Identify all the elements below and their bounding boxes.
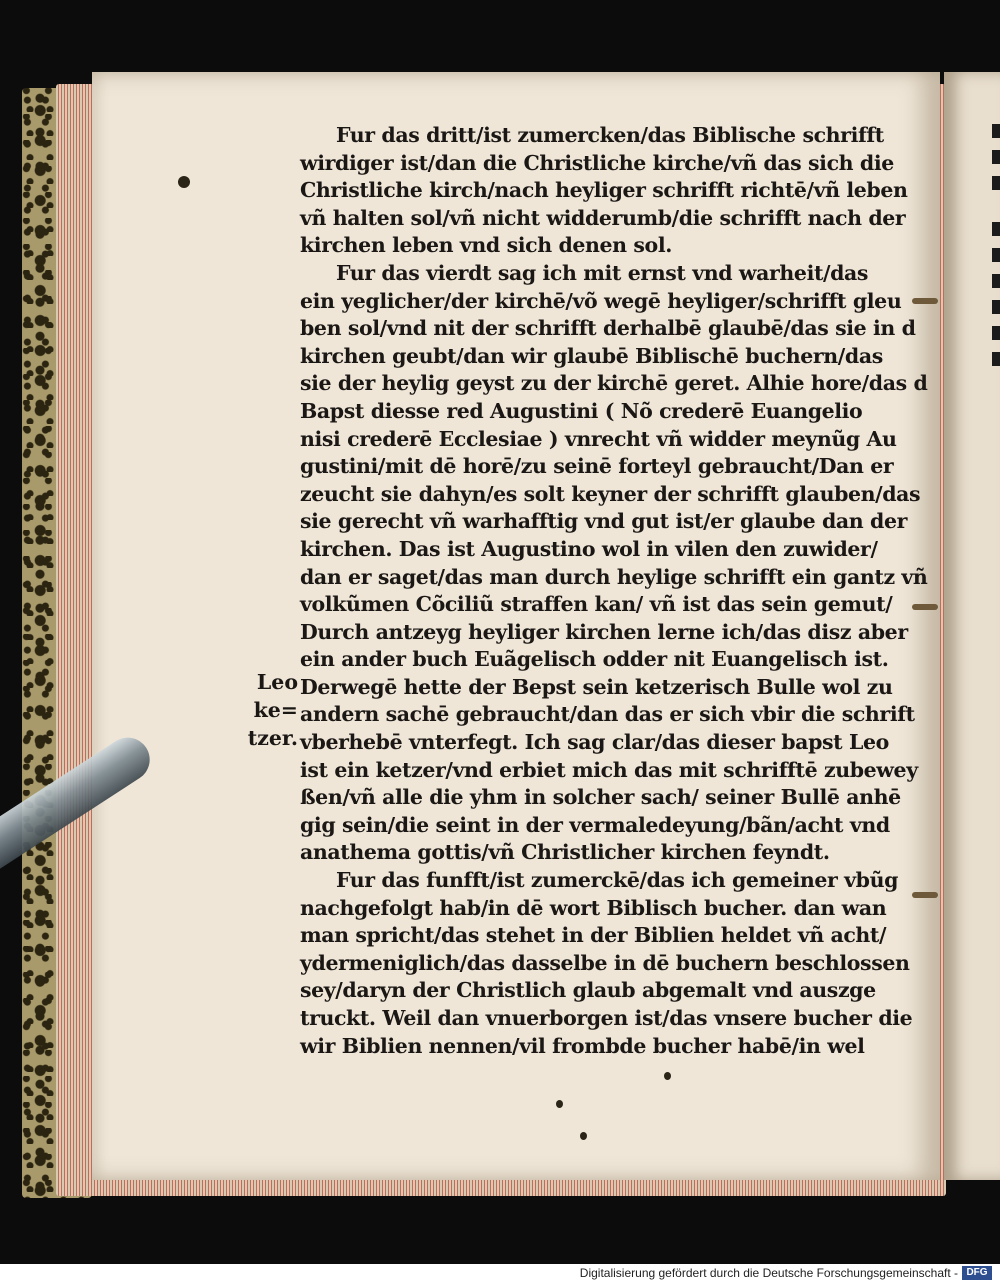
text-line: wir Biblien nennen/vil frombde bucher habē/in wel: [300, 1033, 865, 1058]
text-line: kirchen leben vnd sich denen sol.: [300, 233, 672, 258]
facing-page-letter: [992, 352, 1000, 366]
marginal-note: [208, 668, 298, 752]
facing-page-letter: [992, 124, 1000, 138]
text-line: Christliche kirch/nach heyliger schrifft richtē/vñ leben: [300, 178, 908, 203]
text-line: Bapst diesse red Augustini ( Nõ crederē Euangelio: [300, 398, 863, 423]
text-line: ben sol/vnd nit der schrifft derhalbē glaubē/das sie in d: [300, 316, 916, 341]
binding-thread: [912, 892, 938, 898]
facing-page-letter: [992, 300, 1000, 314]
facing-page: [944, 72, 1000, 1180]
facing-page-letter: [992, 274, 1000, 288]
text-line: sey/daryn der Christlich glaub abgemalt vnd auszge: [300, 978, 876, 1003]
facing-page-letter: [992, 248, 1000, 262]
text-line: gustini/mit dē horē/zu seinē forteyl gebraucht/Dan er: [300, 454, 894, 479]
text-line: Durch antzeyg heyliger kirchen lerne ich/das disz aber: [300, 619, 908, 644]
text-line: ein yeglicher/der kirchē/võ wegē heyliger/schrifft gleu: [300, 288, 902, 313]
dfg-logo: DFG: [962, 1266, 992, 1280]
worm-hole: [580, 1132, 587, 1140]
text-line: volkũmen Cõciliũ straffen kan/ vñ ist das sein gemut/: [300, 592, 893, 617]
text-line: gig sein/die seint in der vermaledeyung/bãn/acht vnd: [300, 812, 890, 837]
text-line: Fur das dritt/ist zumercken/das Biblische schrifft: [336, 123, 884, 147]
text-line: dan er saget/das man durch heylige schrifft ein gantz vñ: [300, 564, 928, 589]
text-line: sie gerecht vñ warhafftig vnd gut ist/er glaube dan der: [300, 509, 908, 534]
worm-hole: [664, 1072, 671, 1080]
footer-credit: Digitalisierung gefördert durch die Deutsche Forschungsgemeinschaft -: [579, 1266, 958, 1280]
text-line: truckt. Weil dan vnuerborgen ist/das vnsere bucher die: [300, 1006, 913, 1030]
main-text: [300, 122, 928, 1060]
text-line: ein ander buch Euãgelisch odder nit Euangelisch ist.: [300, 647, 889, 672]
text-line: Fur das funfft/ist zumerckē/das ich gemeiner vbũg: [336, 868, 899, 893]
text-line: nachgefolgt hab/in dē wort Biblisch bucher. dan wan: [300, 895, 887, 920]
text-line: anathema gottis/vñ Christlicher kirchen feyndt.: [300, 840, 830, 865]
worm-hole: [556, 1100, 563, 1108]
text-line: Fur das vierdt sag ich mit ernst vnd warheit/das: [336, 260, 869, 285]
facing-page-letter: [992, 326, 1000, 340]
text-line: man spricht/das stehet in der Biblien heldet vñ acht/: [300, 923, 887, 948]
text-line: ßen/vñ alle die yhm in solcher sach/ seiner Bullē anhē: [300, 785, 901, 810]
text-line: nisi crederē Ecclesiae ) vnrecht vñ widder meynũg Au: [300, 426, 897, 451]
worm-hole: [178, 176, 190, 188]
text-line: Derwegē hette der Bepst sein ketzerisch Bulle wol zu: [300, 674, 893, 699]
text-line: ydermeniglich/das dasselbe in dē buchern beschlossen: [300, 950, 910, 975]
binding-thread: [912, 604, 938, 610]
facing-page-letter: [992, 150, 1000, 164]
facing-page-letter: [992, 222, 1000, 236]
facing-page-letter: [992, 176, 1000, 190]
text-line: zeucht sie dahyn/es solt keyner der schrifft glauben/das: [300, 481, 921, 506]
marginal-note-line: Leo ke=: [253, 670, 298, 722]
text-line: wirdiger ist/dan die Christliche kirche/vñ das sich die: [300, 150, 894, 175]
text-line: vberhebē vnterfegt. Ich sag clar/das dieser bapst Leo: [300, 730, 889, 755]
text-line: sie der heylig geyst zu der kirchē geret. Alhie hore/das d: [300, 371, 928, 396]
text-line: vñ halten sol/vñ nicht widderumb/die schrifft nach der: [300, 205, 906, 230]
marginal-note-line: tzer.: [247, 726, 298, 750]
text-line: ist ein ketzer/vnd erbiet mich das mit schrifftē zubewey: [300, 757, 918, 782]
binding-thread: [912, 298, 938, 304]
text-line: kirchen. Das ist Augustino wol in vilen den zuwider/: [300, 536, 878, 561]
text-line: andern sachē gebraucht/dan das er sich vbir die schrift: [300, 702, 915, 727]
text-line: kirchen geubt/dan wir glaubē Biblischē buchern/das: [300, 343, 883, 368]
